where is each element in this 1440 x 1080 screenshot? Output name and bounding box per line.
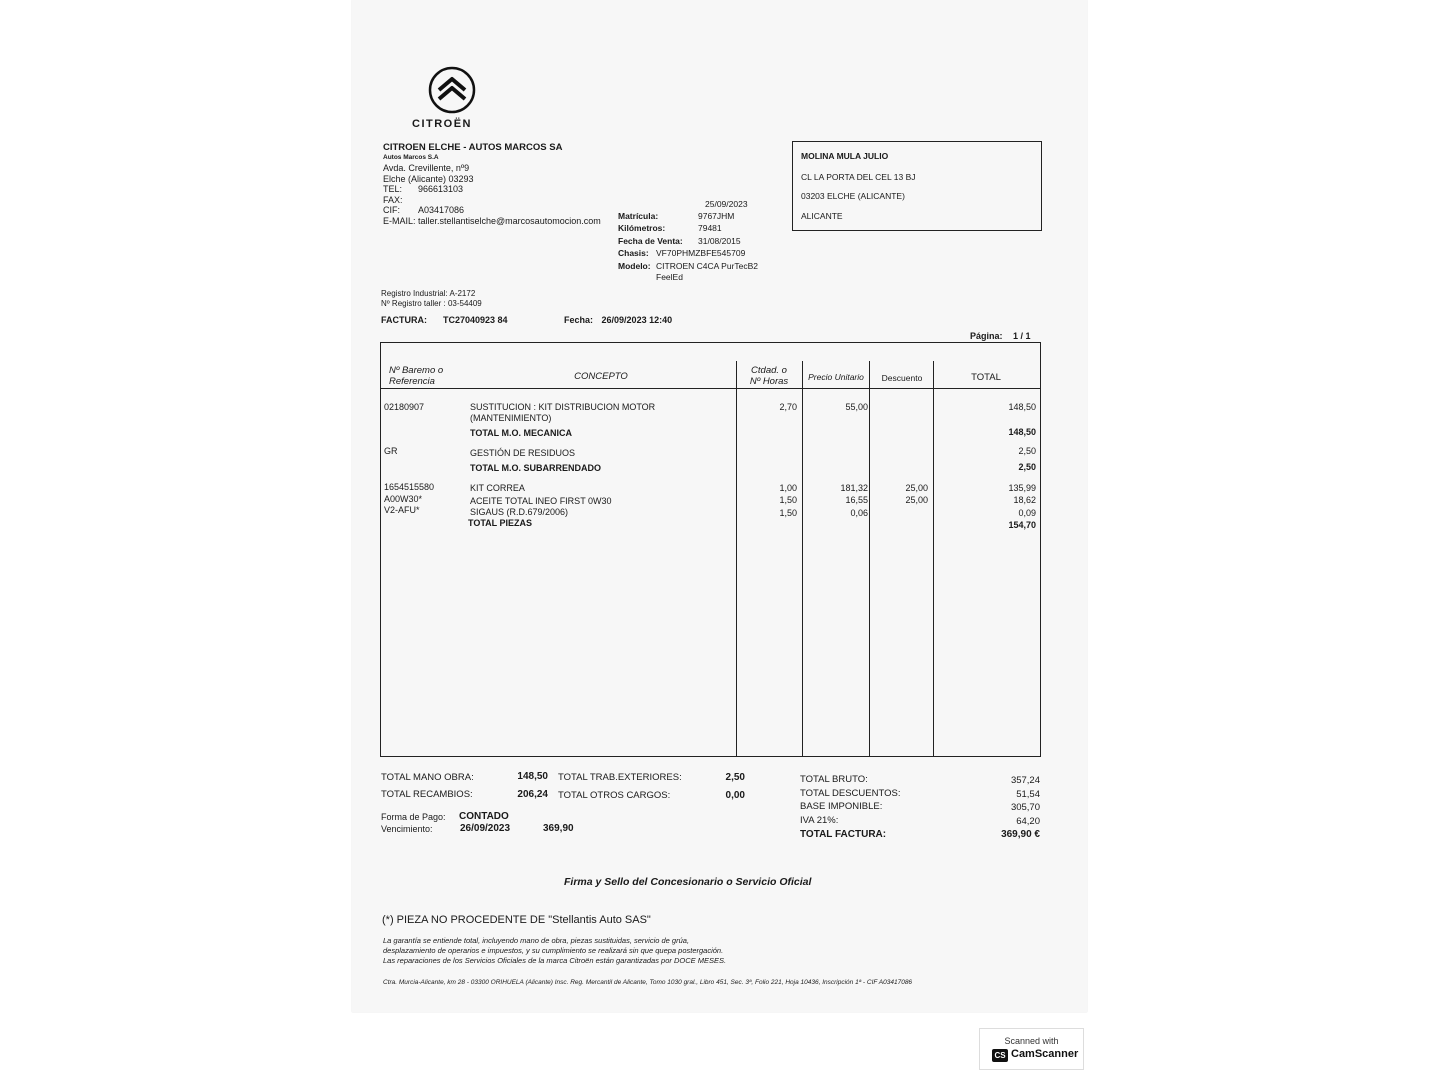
recambios-label: TOTAL RECAMBIOS: bbox=[381, 789, 473, 800]
registro-industrial: Registro Industrial: A-2172 bbox=[381, 289, 476, 298]
iva-value: 64,20 bbox=[1016, 816, 1040, 827]
invoice-table bbox=[380, 342, 1041, 757]
citroen-logo bbox=[428, 66, 476, 114]
fecha-venta-label: Fecha de Venta: bbox=[618, 236, 683, 246]
subtotal-value: 2,50 bbox=[1018, 462, 1036, 472]
dealer-tel-label: TEL: bbox=[383, 184, 403, 194]
km-value: 79481 bbox=[698, 223, 722, 233]
base-label: BASE IMPONIBLE: bbox=[800, 801, 883, 812]
scanned-with-text: Scanned with bbox=[1004, 1036, 1059, 1046]
dealer-email-label: E-MAIL: bbox=[383, 216, 416, 226]
col-divider bbox=[869, 361, 870, 756]
row-ref: 02180907 bbox=[384, 402, 425, 412]
client-city: 03203 ELCHE (ALICANTE) bbox=[801, 191, 905, 201]
bruto-value: 357,24 bbox=[1010, 775, 1040, 786]
bruto-label: TOTAL BRUTO: bbox=[800, 774, 868, 785]
row-total: 148,50 bbox=[1008, 402, 1036, 412]
otros-cargos-label: TOTAL OTROS CARGOS: bbox=[558, 790, 671, 801]
header-ref: Nº Baremo o bbox=[389, 365, 444, 376]
modelo-label: Modelo: bbox=[618, 261, 651, 271]
client-name: MOLINA MULA JULIO bbox=[801, 151, 889, 161]
dealer-address2: Elche (Alicante) 03293 bbox=[383, 174, 474, 184]
vencimiento-label: Vencimiento: bbox=[381, 824, 433, 834]
row-ref: A00W30* bbox=[384, 494, 423, 504]
subtotal-label: TOTAL PIEZAS bbox=[468, 518, 533, 528]
km-label: Kilómetros: bbox=[618, 223, 666, 233]
header-total: TOTAL bbox=[971, 372, 1001, 383]
total-factura-label: TOTAL FACTURA: bbox=[800, 829, 887, 840]
dealer-name: CITROEN ELCHE - AUTOS MARCOS SA bbox=[383, 142, 563, 153]
factura-number: TC27040923 84 bbox=[443, 315, 508, 325]
vehicle-date-top: 25/09/2023 bbox=[705, 199, 748, 209]
row-concepto: SUSTITUCION : KIT DISTRIBUCION MOTOR bbox=[470, 402, 656, 412]
row-precio: 181,32 bbox=[840, 483, 868, 493]
client-street: CL LA PORTA DEL CEL 13 BJ bbox=[801, 172, 916, 182]
forma-pago-label: Forma de Pago: bbox=[381, 812, 446, 822]
col-divider bbox=[933, 361, 934, 756]
pagina-value: 1 / 1 bbox=[1013, 331, 1031, 341]
fecha-value: 26/09/2023 12:40 bbox=[601, 315, 673, 325]
forma-pago-value: CONTADO bbox=[459, 811, 509, 822]
dealer-fax-label: FAX: bbox=[383, 195, 403, 205]
row-concepto: GESTIÓN DE RESIDUOS bbox=[470, 448, 576, 458]
camscanner-badge bbox=[979, 1028, 1084, 1070]
pieza-note: (*) PIEZA NO PROCEDENTE DE "Stellantis Auto SAS" bbox=[382, 914, 651, 926]
dealer-subname: Autos Marcos S.A bbox=[383, 154, 439, 161]
mano-obra-label: TOTAL MANO OBRA: bbox=[381, 772, 474, 783]
trab-ext-value: 2,50 bbox=[725, 772, 745, 783]
header-concepto: CONCEPTO bbox=[574, 371, 628, 382]
brand-name: CITROËN bbox=[412, 118, 472, 130]
descuentos-label: TOTAL DESCUENTOS: bbox=[800, 788, 901, 799]
dealer-email: taller.stellantiselche@marcosautomocion.com bbox=[418, 216, 601, 226]
row-descuento: 25,00 bbox=[905, 483, 928, 493]
legal-line-3: Las reparaciones de los Servicios Oficiales de la marca Citroën están garantizadas por DOCE MESES. bbox=[383, 956, 727, 965]
chasis-value: VF70PHMZBFE545709 bbox=[656, 248, 746, 258]
row-total: 135,99 bbox=[1008, 483, 1036, 493]
trab-ext-label: TOTAL TRAB.EXTERIORES: bbox=[558, 772, 682, 783]
client-province: ALICANTE bbox=[801, 211, 843, 221]
descuentos-value: 51,54 bbox=[1016, 789, 1040, 800]
col-divider bbox=[802, 361, 803, 756]
row-descuento: 25,00 bbox=[905, 495, 928, 505]
mano-obra-value: 148,50 bbox=[517, 771, 548, 782]
modelo-value: CITROEN C4CA PurTecB2 bbox=[656, 261, 759, 271]
factura-label: FACTURA: bbox=[381, 315, 427, 325]
pagina-label: Página: bbox=[970, 331, 1003, 341]
legal-line-2: desplazamiento de operarios e impuestos, y su cumplimiento se realizará sin que quepa postergación. bbox=[383, 946, 724, 955]
row-precio: 55,00 bbox=[845, 402, 868, 412]
header-cantidad: Ctdad. o bbox=[751, 365, 787, 376]
client-box bbox=[792, 141, 1042, 231]
row-total: 18,62 bbox=[1013, 495, 1036, 505]
vencimiento-importe: 369,90 bbox=[543, 823, 574, 834]
row-cantidad: 1,00 bbox=[779, 483, 797, 493]
col-divider bbox=[736, 361, 737, 756]
row-ref: 1654515580 bbox=[384, 482, 435, 492]
total-factura-value: 369,90 € bbox=[1001, 829, 1040, 840]
legal-line-1: La garantía se entiende total, incluyendo mano de obra, piezas sustituidas, servicio de grúa, bbox=[383, 936, 690, 945]
header-cantidad-2: Nº Horas bbox=[749, 376, 789, 387]
subtotal-label: TOTAL M.O. SUBARRENDADO bbox=[470, 463, 602, 473]
registro-taller: Nº Registro taller : 03-54409 bbox=[381, 299, 482, 308]
dealer-tel: 966613103 bbox=[418, 184, 464, 194]
dealer-cif-label: CIF: bbox=[383, 205, 400, 215]
subtotal-label: TOTAL M.O. MECANICA bbox=[470, 428, 572, 438]
row-concepto: KIT CORREA bbox=[470, 483, 525, 493]
otros-cargos-value: 0,00 bbox=[725, 790, 745, 801]
row-concepto: ACEITE TOTAL INEO FIRST 0W30 bbox=[470, 496, 612, 506]
header-descuento: Descuento bbox=[881, 373, 923, 383]
subtotal-value: 148,50 bbox=[1008, 427, 1036, 437]
subtotal-value: 154,70 bbox=[1008, 520, 1036, 530]
row-total: 2,50 bbox=[1018, 446, 1036, 456]
row-cantidad: 1,50 bbox=[779, 495, 797, 505]
row-precio: 0,06 bbox=[850, 508, 868, 518]
row-cantidad: 1,50 bbox=[779, 508, 797, 518]
row-ref: V2-AFU* bbox=[384, 505, 420, 515]
vencimiento-date: 26/09/2023 bbox=[460, 823, 511, 834]
row-ref: GR bbox=[384, 446, 398, 456]
iva-label: IVA 21%: bbox=[800, 815, 839, 826]
dealer-cif: A03417086 bbox=[418, 205, 465, 215]
footer-address: Ctra. Murcia-Alicante, km 28 - 03300 ORIHUELA (Alicante) Insc. Reg. Mercantil de Alicante, Tomo 1030 gral., Libro 451, Sec. 3ª, Folio 221, Hoja 10436, Inscripción 1ª - CIF A03417086 bbox=[383, 979, 913, 986]
modelo-value-2: FeelEd bbox=[656, 272, 683, 282]
header-precio: Precio Unitario bbox=[808, 372, 864, 382]
row-concepto: SIGAUS (R.D.679/2006) bbox=[470, 507, 569, 517]
header-ref-2: Referencia bbox=[389, 376, 435, 387]
base-value: 305,70 bbox=[1010, 802, 1040, 813]
row-concepto-2: (MANTENIMIENTO) bbox=[470, 413, 552, 423]
fecha-venta-value: 31/08/2015 bbox=[698, 236, 741, 246]
matricula-value: 9767JHM bbox=[698, 211, 735, 221]
recambios-value: 206,24 bbox=[517, 789, 548, 800]
row-cantidad: 2,70 bbox=[779, 402, 797, 412]
matricula-label: Matrícula: bbox=[618, 211, 659, 221]
camscanner-name: CamScanner bbox=[1011, 1048, 1079, 1060]
row-total: 0,09 bbox=[1018, 508, 1036, 518]
chasis-label: Chasis: bbox=[618, 248, 649, 258]
fecha-label: Fecha: bbox=[564, 315, 594, 325]
firma-sello: Firma y Sello del Concesionario o Servicio Oficial bbox=[564, 876, 812, 888]
row-precio: 16,55 bbox=[845, 495, 868, 505]
camscanner-logo-icon: CS bbox=[992, 1049, 1008, 1062]
dealer-address1: Avda. Crevillente, nº9 bbox=[383, 163, 470, 173]
